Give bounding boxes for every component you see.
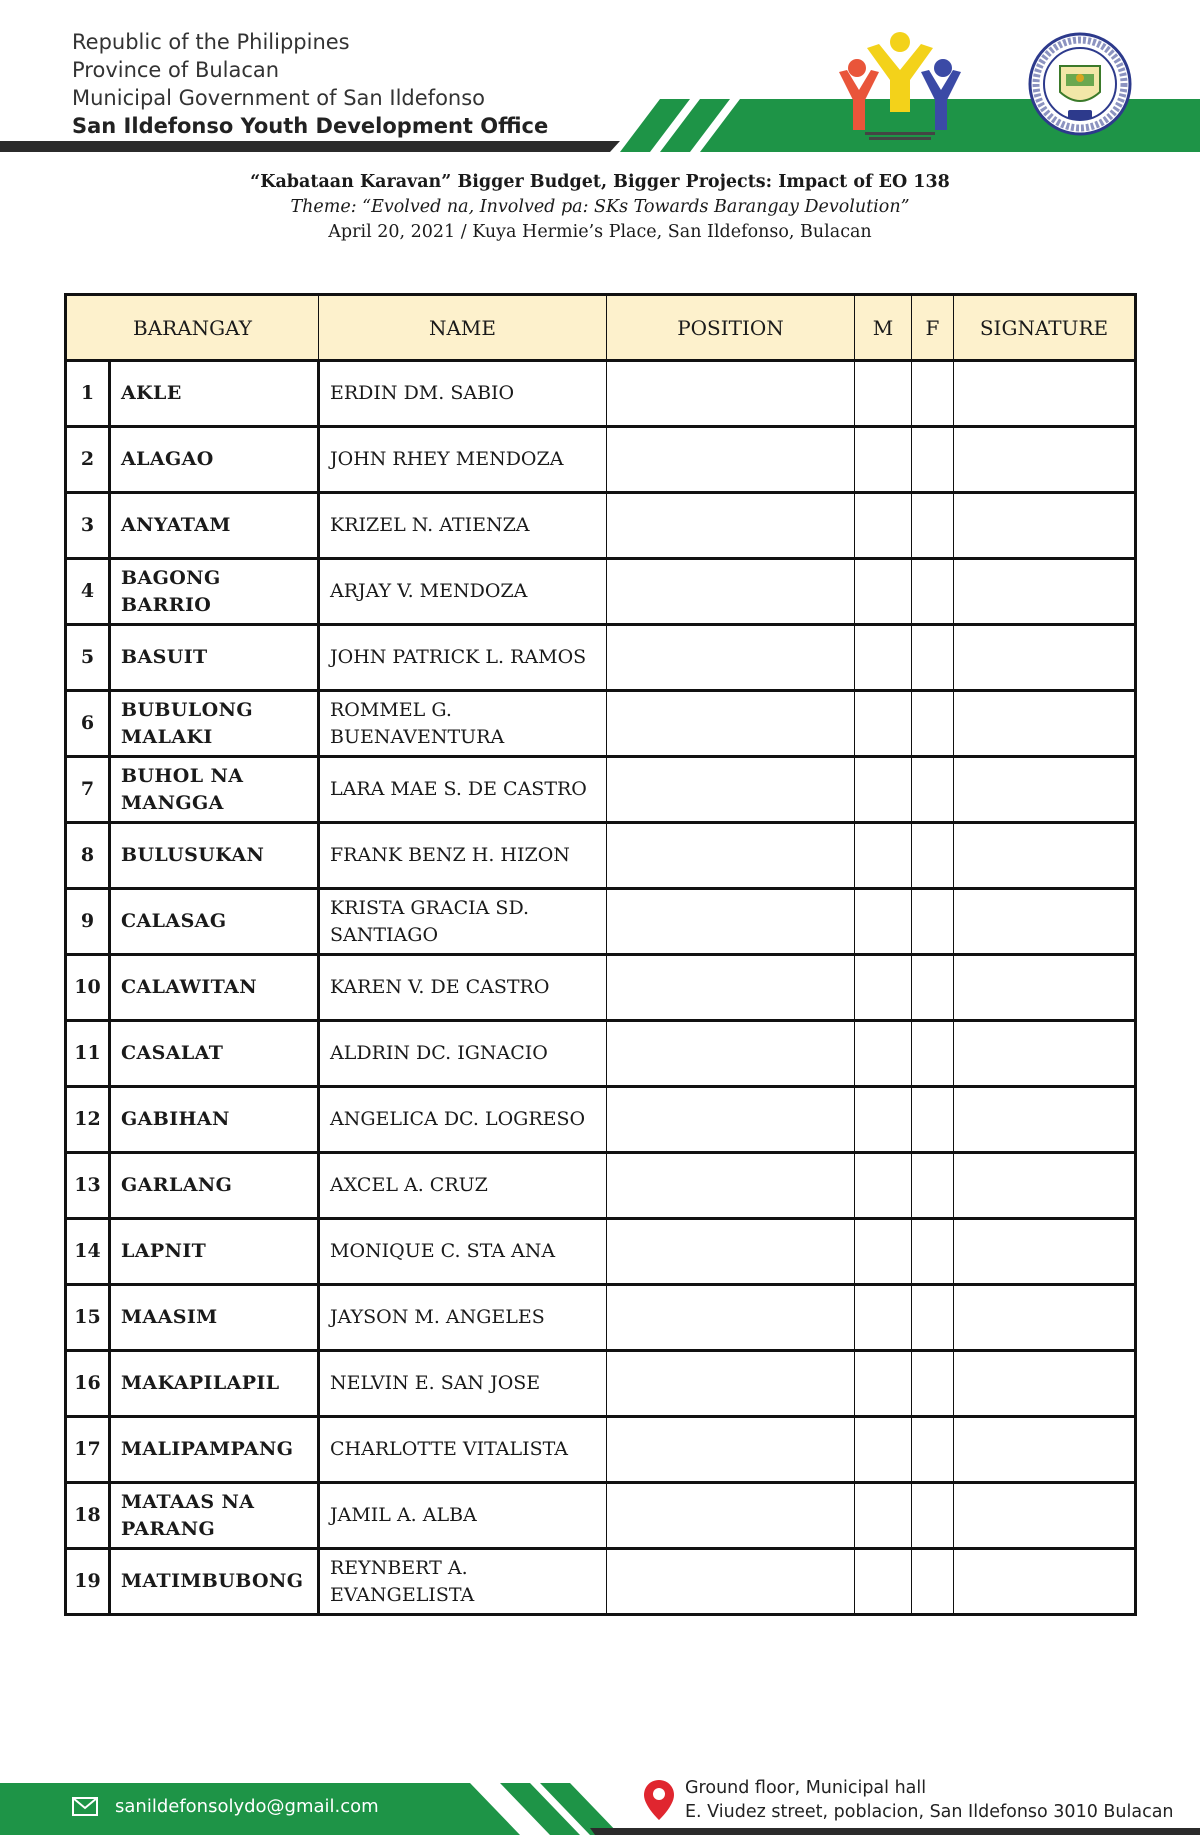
- name-cell: LARA MAE S. DE CASTRO: [319, 757, 607, 823]
- position-cell[interactable]: [607, 1087, 855, 1153]
- row-number: 15: [66, 1285, 110, 1351]
- mail-icon: [72, 1797, 98, 1816]
- male-cell[interactable]: [855, 1549, 912, 1615]
- barangay-cell: ALAGAO: [110, 427, 319, 493]
- signature-cell[interactable]: [954, 1021, 1136, 1087]
- barangay-cell: MATAAS NA PARANG: [110, 1483, 319, 1549]
- table-row: [66, 823, 1136, 889]
- name-cell: KRIZEL N. ATIENZA: [319, 493, 607, 559]
- position-cell[interactable]: [607, 427, 855, 493]
- col-header-m: M: [855, 295, 912, 361]
- female-cell[interactable]: [912, 1285, 954, 1351]
- barangay-cell: GABIHAN: [110, 1087, 319, 1153]
- barangay-cell: MAKAPILAPIL: [110, 1351, 319, 1417]
- table-row: [66, 1549, 1136, 1615]
- table-row: [66, 1219, 1136, 1285]
- header-province: Province of Bulacan: [72, 58, 280, 82]
- position-cell[interactable]: [607, 889, 855, 955]
- signature-cell[interactable]: [954, 757, 1136, 823]
- barangay-cell: MALIPAMPANG: [110, 1417, 319, 1483]
- barangay-cell: BUBULONG MALAKI: [110, 691, 319, 757]
- row-number: 1: [66, 361, 110, 427]
- location-pin-icon: [643, 1779, 675, 1821]
- attendance-table-wrapper: [64, 293, 1137, 1616]
- signature-cell[interactable]: [954, 1219, 1136, 1285]
- name-cell: KRISTA GRACIA SD. SANTIAGO: [319, 889, 607, 955]
- row-number: 19: [66, 1549, 110, 1615]
- female-cell[interactable]: [912, 1549, 954, 1615]
- table-row: [66, 1021, 1136, 1087]
- position-cell[interactable]: [607, 1219, 855, 1285]
- row-number: 17: [66, 1417, 110, 1483]
- female-cell[interactable]: [912, 1219, 954, 1285]
- barangay-cell: AKLE: [110, 361, 319, 427]
- table-row: [66, 757, 1136, 823]
- col-header-barangay: BARANGAY: [66, 295, 319, 361]
- footer-address: [685, 1776, 1174, 1824]
- barangay-cell: CALASAG: [110, 889, 319, 955]
- female-cell[interactable]: [912, 1021, 954, 1087]
- female-cell[interactable]: [912, 1351, 954, 1417]
- position-cell[interactable]: [607, 625, 855, 691]
- municipal-seal: [1028, 32, 1132, 136]
- table-row: [66, 1483, 1136, 1549]
- header-municipality: Municipal Government of San Ildefonso: [72, 86, 486, 110]
- barangay-cell: BASUIT: [110, 625, 319, 691]
- name-cell: JOHN RHEY MENDOZA: [319, 427, 607, 493]
- header-office: San Ildefonso Youth Development Office: [72, 114, 549, 138]
- female-cell[interactable]: [912, 955, 954, 1021]
- signature-cell[interactable]: [954, 955, 1136, 1021]
- row-number: 8: [66, 823, 110, 889]
- row-number: 13: [66, 1153, 110, 1219]
- signature-cell[interactable]: [954, 823, 1136, 889]
- female-cell[interactable]: [912, 1417, 954, 1483]
- male-cell[interactable]: [855, 1417, 912, 1483]
- row-number: 10: [66, 955, 110, 1021]
- signature-cell[interactable]: [954, 889, 1136, 955]
- position-cell[interactable]: [607, 559, 855, 625]
- male-cell[interactable]: [855, 1021, 912, 1087]
- event-title-block: [0, 170, 1200, 245]
- row-number: 18: [66, 1483, 110, 1549]
- barangay-cell: CALAWITAN: [110, 955, 319, 1021]
- attendance-table: [64, 293, 1137, 1616]
- barangay-cell: MAASIM: [110, 1285, 319, 1351]
- row-number: 9: [66, 889, 110, 955]
- table-row: [66, 625, 1136, 691]
- position-cell[interactable]: [607, 1351, 855, 1417]
- name-cell: KAREN V. DE CASTRO: [319, 955, 607, 1021]
- signature-cell[interactable]: [954, 1483, 1136, 1549]
- female-cell[interactable]: [912, 1153, 954, 1219]
- female-cell[interactable]: [912, 889, 954, 955]
- male-cell[interactable]: [855, 559, 912, 625]
- table-row: [66, 955, 1136, 1021]
- table-row: [66, 1285, 1136, 1351]
- row-number: 4: [66, 559, 110, 625]
- row-number: 7: [66, 757, 110, 823]
- female-cell[interactable]: [912, 1483, 954, 1549]
- female-cell[interactable]: [912, 493, 954, 559]
- signature-cell[interactable]: [954, 1087, 1136, 1153]
- signature-cell[interactable]: [954, 559, 1136, 625]
- position-cell[interactable]: [607, 757, 855, 823]
- male-cell[interactable]: [855, 1219, 912, 1285]
- row-number: 6: [66, 691, 110, 757]
- name-cell: ERDIN DM. SABIO: [319, 361, 607, 427]
- name-cell: ARJAY V. MENDOZA: [319, 559, 607, 625]
- barangay-cell: LAPNIT: [110, 1219, 319, 1285]
- male-cell[interactable]: [855, 757, 912, 823]
- table-row: [66, 1351, 1136, 1417]
- barangay-cell: CASALAT: [110, 1021, 319, 1087]
- signature-cell[interactable]: [954, 691, 1136, 757]
- female-cell[interactable]: [912, 823, 954, 889]
- signature-cell[interactable]: [954, 625, 1136, 691]
- signature-cell[interactable]: [954, 1417, 1136, 1483]
- row-number: 11: [66, 1021, 110, 1087]
- position-cell[interactable]: [607, 1417, 855, 1483]
- barangay-cell: GARLANG: [110, 1153, 319, 1219]
- signature-cell[interactable]: [954, 1153, 1136, 1219]
- male-cell[interactable]: [855, 1285, 912, 1351]
- female-cell[interactable]: [912, 427, 954, 493]
- row-number: 3: [66, 493, 110, 559]
- col-header-position: POSITION: [607, 295, 855, 361]
- table-row: [66, 1087, 1136, 1153]
- male-cell[interactable]: [855, 361, 912, 427]
- position-cell[interactable]: [607, 1021, 855, 1087]
- position-cell[interactable]: [607, 823, 855, 889]
- table-row: [66, 427, 1136, 493]
- name-cell: ANGELICA DC. LOGRESO: [319, 1087, 607, 1153]
- barangay-cell: BULUSUKAN: [110, 823, 319, 889]
- male-cell[interactable]: [855, 493, 912, 559]
- name-cell: NELVIN E. SAN JOSE: [319, 1351, 607, 1417]
- youth-office-logo: [835, 30, 965, 142]
- row-number: 12: [66, 1087, 110, 1153]
- position-cell[interactable]: [607, 361, 855, 427]
- col-header-signature: SIGNATURE: [954, 295, 1136, 361]
- male-cell[interactable]: [855, 625, 912, 691]
- name-cell: JOHN PATRICK L. RAMOS: [319, 625, 607, 691]
- male-cell[interactable]: [855, 691, 912, 757]
- header-text: [72, 28, 548, 140]
- name-cell: JAYSON M. ANGELES: [319, 1285, 607, 1351]
- position-cell[interactable]: [607, 493, 855, 559]
- signature-cell[interactable]: [954, 427, 1136, 493]
- name-cell: AXCEL A. CRUZ: [319, 1153, 607, 1219]
- row-number: 2: [66, 427, 110, 493]
- col-header-f: F: [912, 295, 954, 361]
- signature-cell[interactable]: [954, 493, 1136, 559]
- male-cell[interactable]: [855, 823, 912, 889]
- table-row: [66, 361, 1136, 427]
- table-row: [66, 493, 1136, 559]
- header-country: Republic of the Philippines: [72, 30, 350, 54]
- barangay-cell: MATIMBUBONG: [110, 1549, 319, 1615]
- name-cell: ROMMEL G. BUENAVENTURA: [319, 691, 607, 757]
- table-row: [66, 559, 1136, 625]
- row-number: 14: [66, 1219, 110, 1285]
- name-cell: ALDRIN DC. IGNACIO: [319, 1021, 607, 1087]
- male-cell[interactable]: [855, 1087, 912, 1153]
- signature-cell[interactable]: [954, 1285, 1136, 1351]
- footer-email[interactable]: sanildefonsolydo@gmail.com: [115, 1796, 379, 1817]
- name-cell: CHARLOTTE VITALISTA: [319, 1417, 607, 1483]
- event-title: “Kabataan Karavan” Bigger Budget, Bigger Projects: Impact of EO 138: [250, 172, 950, 192]
- footer-address-line1: Ground floor, Municipal hall: [685, 1778, 927, 1798]
- position-cell[interactable]: [607, 955, 855, 1021]
- table-body: [66, 361, 1136, 1615]
- male-cell[interactable]: [855, 427, 912, 493]
- position-cell[interactable]: [607, 1483, 855, 1549]
- name-cell: MONIQUE C. STA ANA: [319, 1219, 607, 1285]
- position-cell[interactable]: [607, 1285, 855, 1351]
- row-number: 16: [66, 1351, 110, 1417]
- female-cell[interactable]: [912, 625, 954, 691]
- name-cell: FRANK BENZ H. HIZON: [319, 823, 607, 889]
- table-row: [66, 889, 1136, 955]
- name-cell: JAMIL A. ALBA: [319, 1483, 607, 1549]
- signature-cell[interactable]: [954, 1549, 1136, 1615]
- name-cell: REYNBERT A. EVANGELISTA: [319, 1549, 607, 1615]
- event-theme: Theme: “Evolved na, Involved pa: SKs Towards Barangay Devolution”: [290, 197, 910, 217]
- row-number: 5: [66, 625, 110, 691]
- position-cell[interactable]: [607, 1549, 855, 1615]
- col-header-name: NAME: [319, 295, 607, 361]
- barangay-cell: ANYATAM: [110, 493, 319, 559]
- male-cell[interactable]: [855, 889, 912, 955]
- female-cell[interactable]: [912, 361, 954, 427]
- male-cell[interactable]: [855, 955, 912, 1021]
- table-header-row: [66, 295, 1136, 361]
- female-cell[interactable]: [912, 559, 954, 625]
- table-row: [66, 691, 1136, 757]
- signature-cell[interactable]: [954, 1351, 1136, 1417]
- signature-cell[interactable]: [954, 361, 1136, 427]
- barangay-cell: BUHOL NA MANGGA: [110, 757, 319, 823]
- position-cell[interactable]: [607, 1153, 855, 1219]
- footer-address-line2: E. Viudez street, poblacion, San Ildefonso 3010 Bulacan: [685, 1802, 1174, 1822]
- table-row: [66, 1153, 1136, 1219]
- table-row: [66, 1417, 1136, 1483]
- event-date-place: April 20, 2021 / Kuya Hermie’s Place, San Ildefonso, Bulacan: [328, 222, 872, 242]
- male-cell[interactable]: [855, 1483, 912, 1549]
- position-cell[interactable]: [607, 691, 855, 757]
- male-cell[interactable]: [855, 1351, 912, 1417]
- male-cell[interactable]: [855, 1153, 912, 1219]
- female-cell[interactable]: [912, 1087, 954, 1153]
- female-cell[interactable]: [912, 757, 954, 823]
- female-cell[interactable]: [912, 691, 954, 757]
- barangay-cell: BAGONG BARRIO: [110, 559, 319, 625]
